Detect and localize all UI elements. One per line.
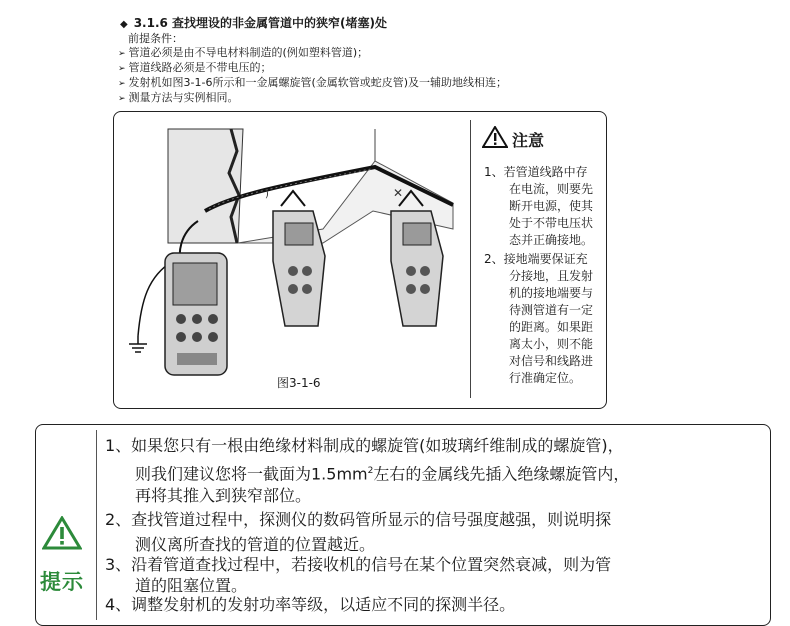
- pipe-detection-illustration: [113, 111, 473, 409]
- caution-note-line: 在电流，则要先: [509, 182, 594, 196]
- tip-line: 再将其推入到狭窄部位。: [135, 486, 312, 505]
- caution-note-line: 2、接地端要保证充: [484, 252, 588, 266]
- tips-label: 提示: [40, 570, 84, 594]
- tip-line: 3、沿着管道查找过程中，若接收机的信号在某个位置突然衰减，则为管: [105, 555, 612, 574]
- prerequisite-item: ➢ 发射机如图3-1-6所示和一金属螺旋管(金属软管或蛇皮管)及一辅助地线相连；: [118, 76, 508, 89]
- tip-line: 4、调整发射机的发射功率等级，以适应不同的探测半径。: [105, 595, 516, 614]
- prerequisite-item: ➢ 管道线路必须是不带电压的；: [118, 61, 272, 74]
- caution-note-line: 处于不带电压状: [509, 216, 594, 230]
- tip-line: 道的阻塞位置。: [135, 576, 248, 595]
- tip-line: 1、如果您只有一根由绝缘材料制成的螺旋管(如玻璃纤维制成的螺旋管)，: [105, 436, 624, 455]
- caution-note-line: 1、若管道线路中存: [484, 165, 588, 179]
- caution-note-line: 态并正确接地。: [509, 233, 594, 247]
- arrow-bullet-icon: ➢: [118, 49, 126, 59]
- prerequisite-item: ➢ 测量方法与实例相同。: [118, 91, 239, 104]
- tips-divider: [96, 430, 97, 620]
- caution-note-line: 的距离。如果距: [509, 320, 594, 334]
- tip-line: 2、查找管道过程中，探测仪的数码管所显示的信号强度越强，则说明探: [105, 510, 612, 529]
- tip-line: 则我们建议您将一截面为$1.5mm^2$左右的金属线先插入绝缘螺旋管内，: [135, 464, 630, 484]
- prerequisite-item: ➢ 管道必须是由不导电材料制造的(例如塑料管道)；: [118, 46, 369, 59]
- caution-note-line: 待测管道有一定: [509, 303, 594, 317]
- prerequisites-title: 前提条件：: [128, 32, 183, 45]
- section-title: 3.1.6 查找埋设的非金属管道中的狭窄(堵塞)处: [133, 16, 388, 30]
- caution-heading: [482, 126, 544, 152]
- caution-note-line: 断开电源，使其: [509, 199, 594, 213]
- caution-note-line: 离太小，则不能: [509, 337, 594, 351]
- arrow-bullet-icon: ➢: [118, 64, 126, 74]
- arrow-bullet-icon: ➢: [118, 79, 126, 89]
- figure-caption: 图3-1-6: [277, 376, 321, 390]
- caution-note-line: 机的接地端要与: [509, 286, 594, 300]
- svg-text:): ): [265, 189, 269, 200]
- svg-text:✕: ✕: [393, 186, 404, 200]
- section-heading: [120, 14, 387, 31]
- caution-note-line: 对信号和线路进: [509, 354, 594, 368]
- tip-line: 测仪离所查找的管道的位置越近。: [135, 535, 376, 554]
- caution-note-line: 分接地，且发射: [509, 269, 594, 283]
- arrow-bullet-icon: ➢: [118, 94, 126, 104]
- caution-divider: [470, 120, 471, 398]
- caution-title: 注意: [512, 131, 545, 150]
- warning-icon: [482, 126, 508, 152]
- caution-note-line: 行准确定位。: [509, 371, 582, 385]
- diamond-bullet-icon: ◆: [120, 19, 128, 30]
- tip-warning-icon: [42, 516, 82, 554]
